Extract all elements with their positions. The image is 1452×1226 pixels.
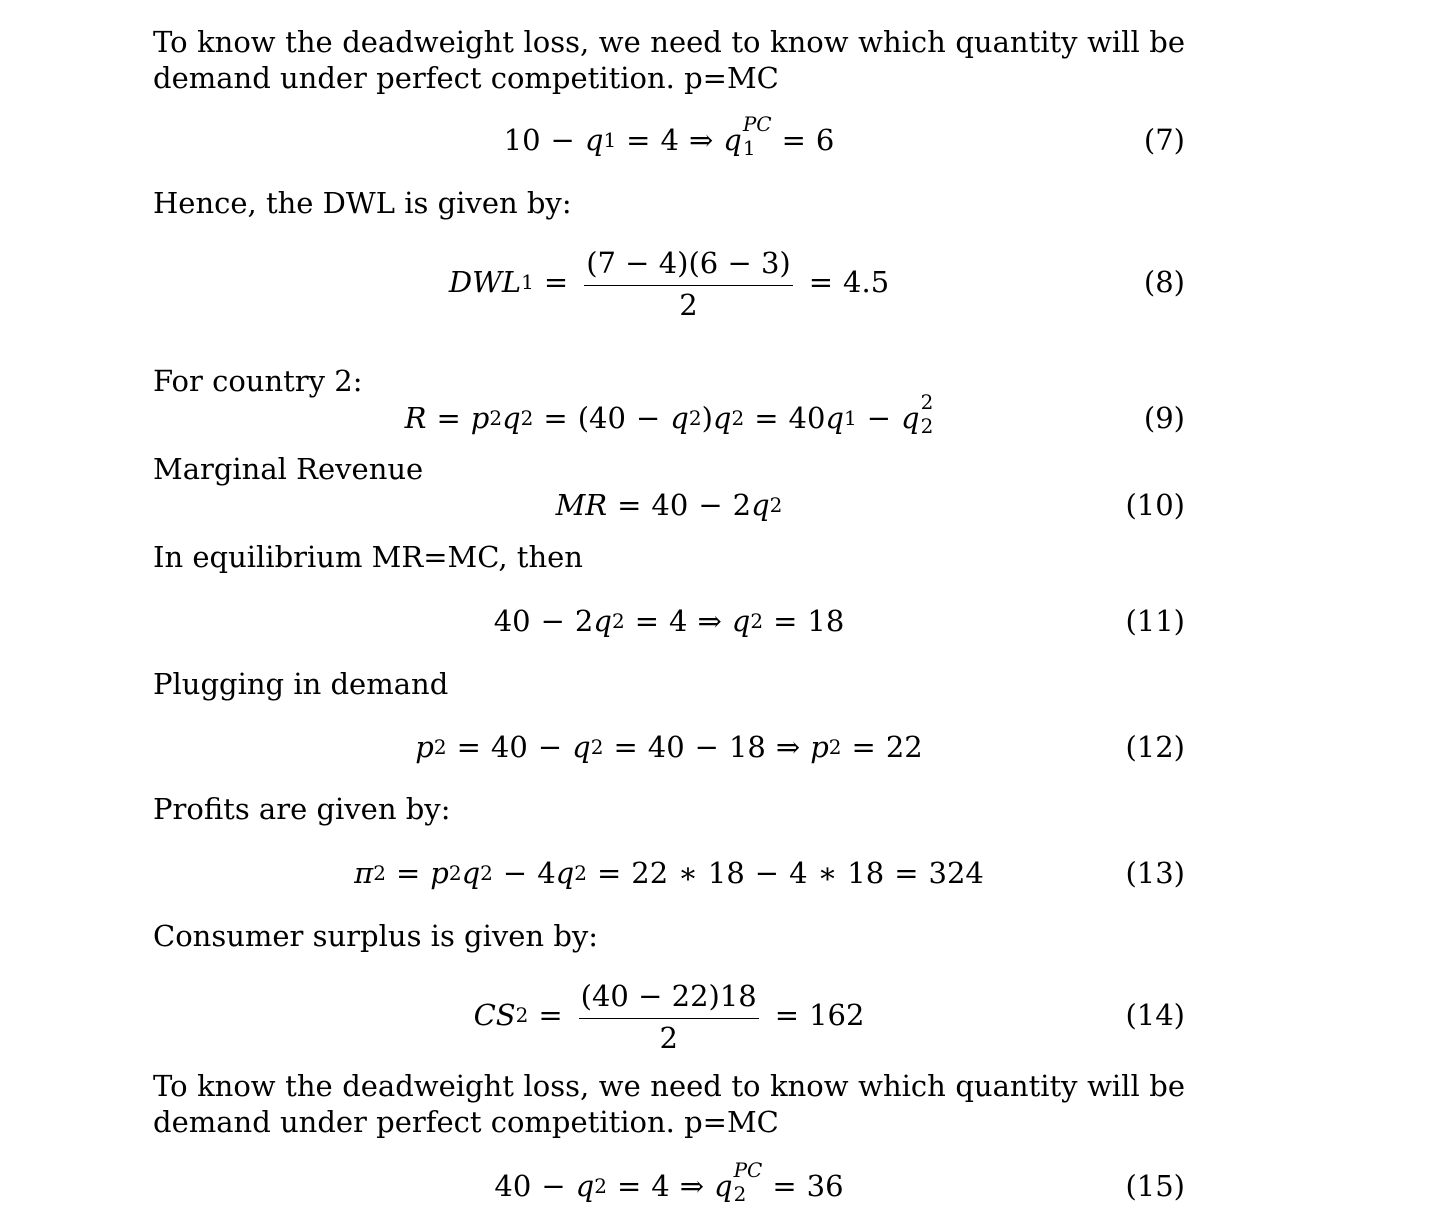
paragraph-country-2: For country 2: [153,364,363,398]
paragraph-consumer-surplus: Consumer surplus is given by: [153,919,599,953]
equation-7-body: 10 − q 1 = 4 ⇒ q PC 1 = 6 [503,112,835,160]
equation-13 [153,843,1185,903]
equation-number-14: (14) [1125,998,1185,1032]
equation-number-9: (9) [1143,401,1185,435]
equation-9 [153,388,1185,448]
equation-15 [153,1156,1185,1216]
equation-11 [153,591,1185,651]
paragraph-dwl-intro-1: To know the deadweight loss, we need to know which quantity will be demand under perfect competition. p=MC [153,25,1185,95]
equation-number-7: (7) [1143,123,1185,157]
paragraph-equilibrium: In equilibrium MR=MC, then [153,540,583,574]
equation-number-8: (8) [1143,265,1185,299]
equation-11-body: 40 − 2 q 2 = 4 ⇒ q 2 = 18 [493,604,845,638]
equation-7 [153,110,1185,170]
equation-8-body: DWL 1 = $\frac{(7 - 4)(6 - 3)}{2}$ = 4.5 [449,243,889,322]
paragraph-profits: Profits are given by: [153,792,451,826]
equation-number-12: (12) [1125,730,1185,764]
equation-14 [153,970,1185,1060]
equation-12-body: p 2 = 40 − q 2 = 40 − 18 ⇒ p 2 = 22 [415,730,923,764]
equation-12 [153,717,1185,777]
paragraph-marginal-revenue: Marginal Revenue [153,452,424,486]
equation-8 [153,237,1185,327]
paragraph-plugging-demand: Plugging in demand [153,667,449,701]
paragraph-dwl-intro-2: To know the deadweight loss, we need to know which quantity will be demand under perfect competition. p=MC [153,1069,1185,1139]
equation-number-13: (13) [1125,856,1185,890]
equation-10-body: MR = 40 − 2 q 2 [555,488,783,522]
equation-9-body: R = p 2 q 2 = (40 − q 2 ) q 2 = 40 q 1 − q 2 2 [404,390,934,438]
equation-14-body: CS 2 = $\frac{(40 - 22)18}{2}$ = 162 [474,976,865,1055]
equation-number-10: (10) [1125,488,1185,522]
paragraph-dwl-given: Hence, the DWL is given by: [153,186,572,220]
equation-number-15: (15) [1125,1169,1185,1203]
equation-10 [153,475,1185,535]
equation-15-body: 40 − q 2 = 4 ⇒ q PC 2 = 36 [494,1158,844,1206]
equation-13-body: π 2 = p 2 q 2 − 4 q 2 = 22 ∗ 18 − 4 ∗ 18 = 324 [354,856,984,890]
equation-number-11: (11) [1125,604,1185,638]
